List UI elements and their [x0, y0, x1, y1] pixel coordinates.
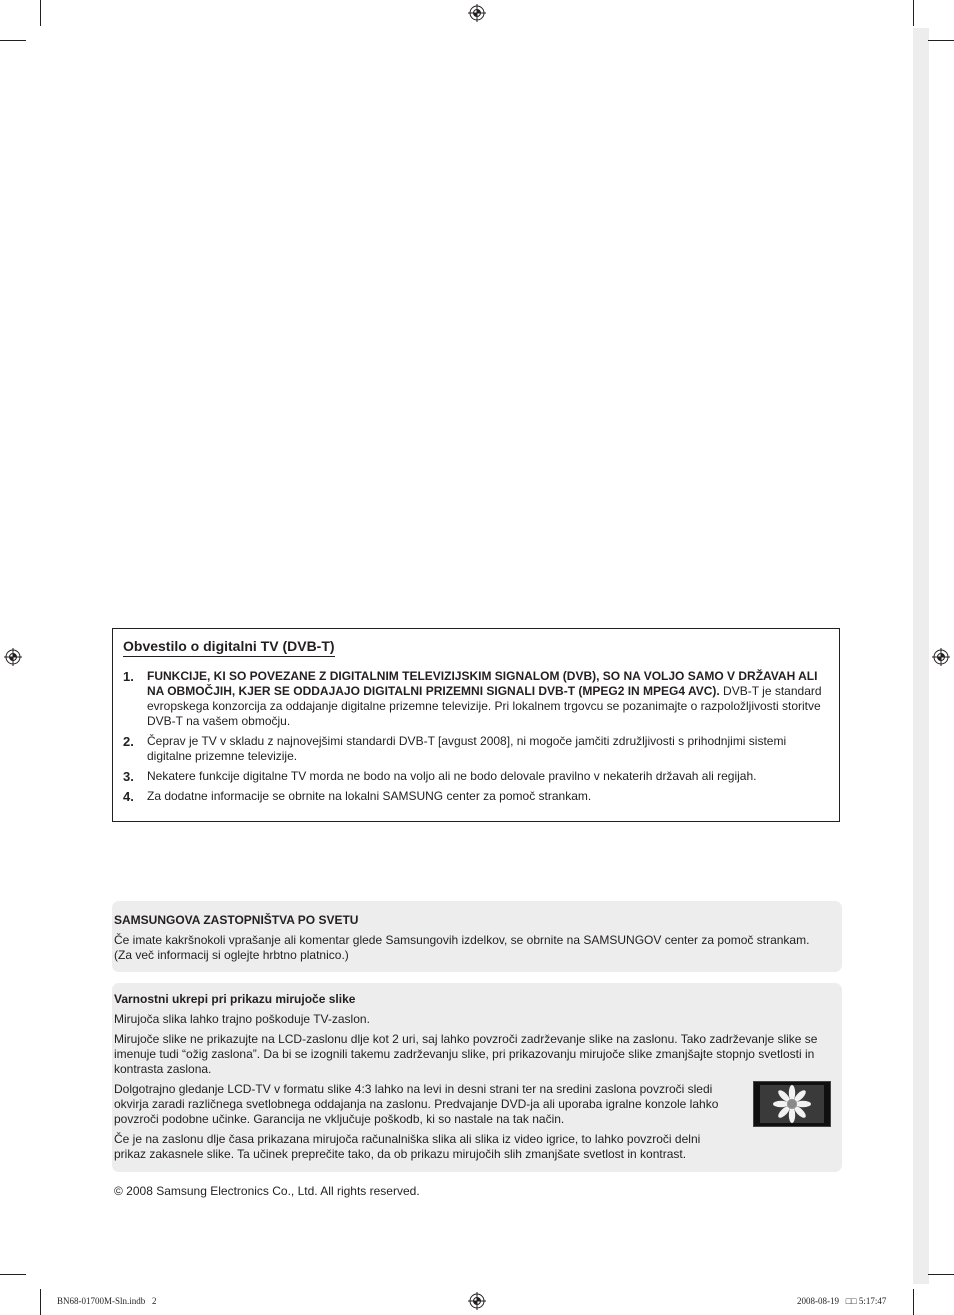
crop-mark [40, 0, 41, 26]
crop-mark [0, 1274, 26, 1275]
list-item [123, 734, 831, 764]
crop-mark [928, 40, 954, 41]
registration-mark-icon [468, 1292, 486, 1310]
still-image-panel [112, 983, 842, 1172]
list-item-number: 3. [123, 769, 134, 784]
registration-mark-icon [4, 648, 22, 666]
registration-mark-icon [468, 4, 486, 22]
contact-panel-title: SAMSUNGOVA ZASTOPNIŠTVA PO SVETU [114, 913, 359, 927]
tv-screen-image [753, 1081, 831, 1127]
contact-panel-text: Če imate kakršnokoli vprašanje ali komentar glede Samsungovih izdelkov, se obrnite na SAMSUNGOV center za pomoč strankam. (Za več informacij si oglejte hrbtno platnico.) [114, 933, 810, 962]
still-image-p4: Če je na zaslonu dlje časa prikazana mirujoča računalniška slika ali slika iz video igrice, to lahko povzroči delni prikaz zakasnele slike. Ta učinek preprečite tako, da ob prikazu mirujočih slih zmanjšate svetlost in kontrast. [114, 1132, 701, 1161]
crop-mark [0, 40, 26, 41]
still-image-panel-title: Varnostni ukrepi pri prikazu mirujoče slike [114, 992, 356, 1006]
crop-mark [913, 0, 914, 26]
still-image-p2: Mirujoče slike ne prikazujte na LCD-zaslonu dlje kot 2 uri, saj lahko povzroči zadrževanje slike na zaslonu. Tako zadrževanje slike se imenuje tudi “ožig zaslona”. Da bi se izognili takemu zadrževanju slike, pri prikazovanju mirujoče slike zmanjšajte stopnjo svetlosti in kontrasta zaslona. [114, 1032, 818, 1076]
footer-datetime: 2008-08-19 □□ 5:17:47 [797, 1296, 887, 1306]
crop-mark [40, 1289, 41, 1315]
list-item-bold-text: FUNKCIJE, KI SO POVEZANE Z DIGITALNIM TELEVIZIJSKIM SIGNALOM (DVB), SO NA VOLJO SAMO V DRŽAVAH ALI NA OBMOČJIH, KJER SE ODDAJAJO DIGITALNI PRIZEMNI SIGNALI DVB-T (MPEG2 IN MPEG4 AVC). [147, 669, 818, 698]
dvbt-notice-list [123, 669, 831, 809]
footer-file-info: BN68-01700M-Sln.indb 2 [57, 1296, 157, 1306]
list-item-text: Nekatere funkcije digitalne TV morda ne bodo na voljo ali ne bodo delovale pravilno v nekaterih državah ali regijah. [147, 769, 757, 783]
list-item-number: 2. [123, 734, 134, 749]
flower-image [754, 1082, 830, 1126]
list-item-text: Za dodatne informacije se obrnite na lokalni SAMSUNG center za pomoč strankam. [147, 789, 592, 803]
list-item-number: 4. [123, 789, 134, 804]
still-image-p3: Dolgotrajno gledanje LCD-TV v formatu slike 4:3 lahko na levi in desni strani ter na sredini zaslona povzroči sledi okvirja zaradi različnega svetlobnega oddajanja na zaslonu. Predvajanje DVD-ja ali uporaba igralne konzole lahko povzroči podobne učinke. Garancija ne vključuje poškodb, ki so nastale na tak način. [114, 1082, 719, 1126]
dvbt-notice-box [112, 628, 840, 822]
crop-mark [913, 1289, 914, 1315]
contact-panel [112, 901, 842, 972]
crop-mark [928, 1274, 954, 1275]
list-item-text: DVB-T je standard evropskega konzorcija za oddajanje digitalne prizemne televizije. Pri lokalnem trgovcu se pozanimajte o razpoložljivosti storitve DVB-T na vašem območju. [147, 684, 822, 728]
dvbt-notice-title: Obvestilo o digitalni TV (DVB-T) [123, 638, 335, 657]
list-item-number: 1. [123, 669, 134, 684]
side-strip [913, 28, 929, 1284]
list-item [123, 669, 831, 729]
still-image-p1: Mirujoča slika lahko trajno poškoduje TV-zaslon. [114, 1012, 370, 1026]
list-item-text: Čeprav je TV v skladu z najnovejšimi standardi DVB-T [avgust 2008], ni mogoče jamčiti združljivosti s prihodnjimi sistemi digitalne prizemne televizije. [147, 734, 787, 763]
registration-mark-icon [932, 648, 950, 666]
list-item [123, 789, 831, 804]
copyright-text: © 2008 Samsung Electronics Co., Ltd. All rights reserved. [114, 1184, 420, 1198]
list-item [123, 769, 831, 784]
